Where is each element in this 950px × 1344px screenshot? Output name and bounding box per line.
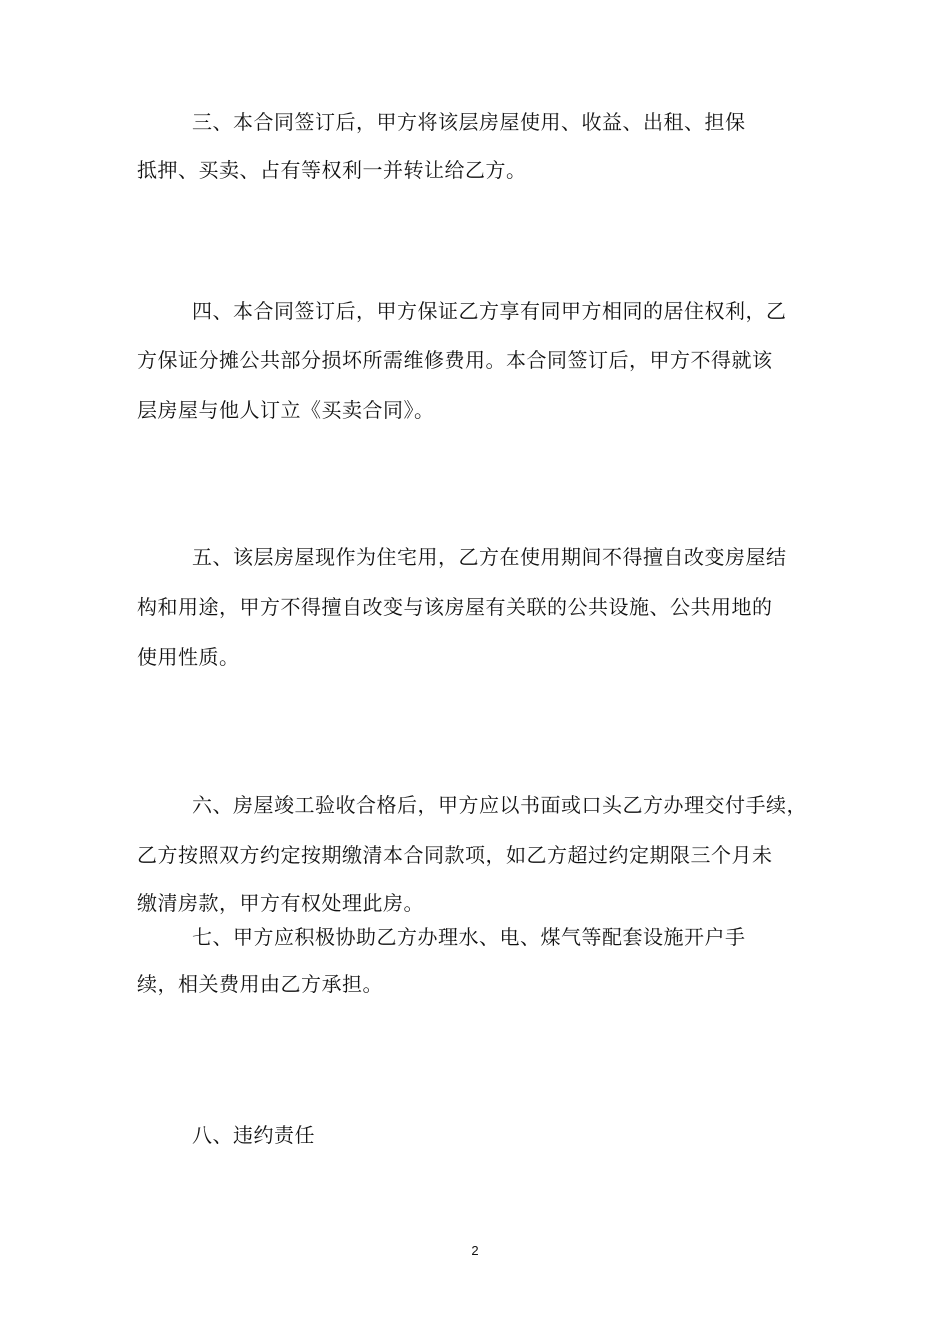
- clause-3-line-1: 三、本合同签订后，甲方将该层房屋使用、收益、出租、担保: [192, 110, 746, 134]
- clause-5-line-1: 五、该层房屋现作为住宅用，乙方在使用期间不得擅自改变房屋结: [192, 545, 787, 569]
- clause-7-line-1: 七、甲方应积极协助乙方办理水、电、煤气等配套设施开户手: [192, 925, 746, 949]
- clause-6-line-2: 乙方按照双方约定按期缴清本合同款项，如乙方超过约定期限三个月未: [137, 843, 773, 867]
- clause-6-line-1: 六、房屋竣工验收合格后，甲方应以书面或口头乙方办理交付手续，: [192, 793, 807, 817]
- clause-8-heading: 八、违约责任: [192, 1123, 315, 1147]
- clause-4-line-2: 方保证分摊公共部分损坏所需维修费用。本合同签订后，甲方不得就该: [137, 348, 773, 372]
- clause-7-line-2: 续，相关费用由乙方承担。: [137, 972, 383, 996]
- clause-4-line-1: 四、本合同签订后，甲方保证乙方享有同甲方相同的居住权利，乙: [192, 299, 787, 323]
- clause-5-line-3: 使用性质。: [137, 645, 240, 669]
- clause-6-line-3: 缴清房款，甲方有权处理此房。: [137, 891, 424, 915]
- clause-3-line-2: 抵押、买卖、占有等权利一并转让给乙方。: [137, 158, 527, 182]
- page-number: 2: [471, 1243, 479, 1258]
- clause-5-line-2: 构和用途，甲方不得擅自改变与该房屋有关联的公共设施、公共用地的: [137, 595, 773, 619]
- clause-4-line-3: 层房屋与他人订立《买卖合同》。: [137, 398, 435, 422]
